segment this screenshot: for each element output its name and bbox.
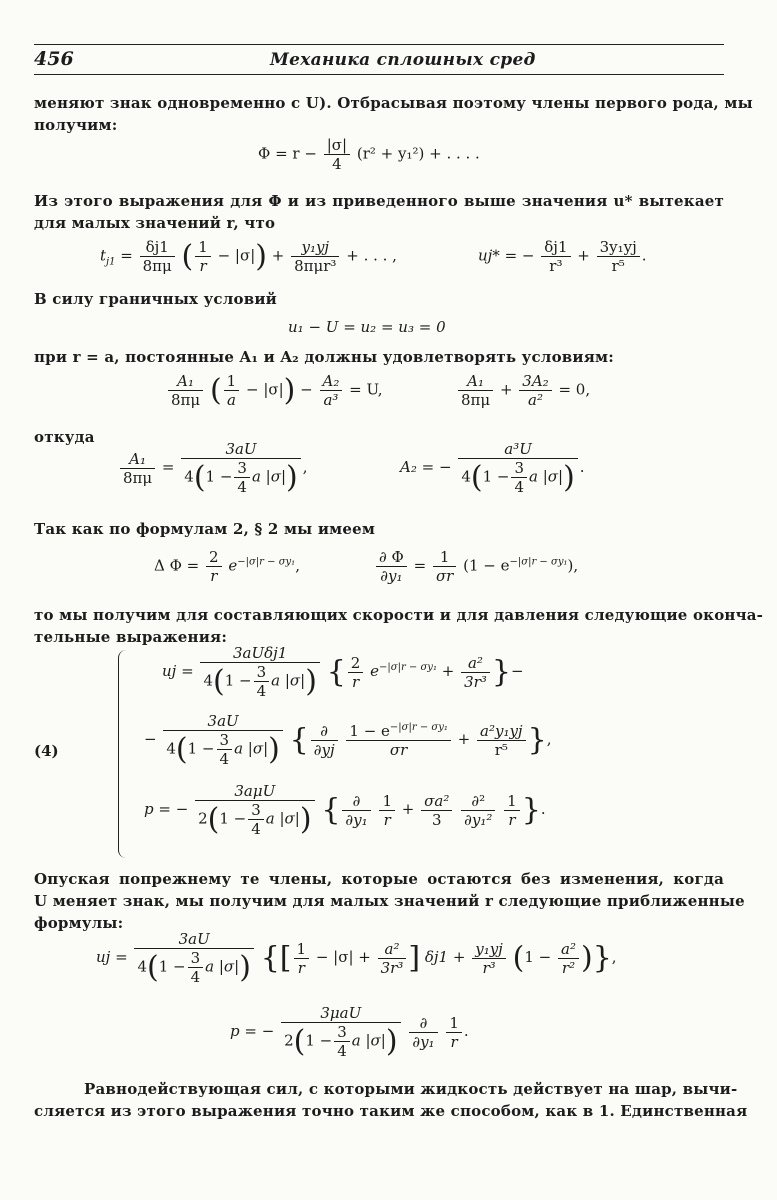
equation-dphi-dy1: $\frac{\partial \Phi}{\text{∂y₁}}$ = $\frac{1}{\sigma r}$ $(1 - e^{-|\sigma|r - \sigma y_1})$, (374, 548, 578, 585)
paragraph-5: откуда (34, 428, 95, 446)
system-brace (118, 650, 131, 858)
equation-p-exact: p = − 3aμU 2(1 − $\frac{3}{4}$ a |σ|) { $\frac{\partial}{\text{∂y₁}}$ $\frac{1}{r}$ + $\frac{\text{σa²}}{3}$ $\frac{\text{∂²}}{\text{∂y₁²}}$ $\frac{1}{r}$ }. (144, 782, 546, 838)
equation-t-j1: $t_{j1}$ = $\frac{\delta j1}{8\pi\mu}$ ( $\frac{1}{r}$ − |σ|) + $\frac{\text{y₁yj}}{\text{8πμr³}}$ + . . . , (100, 238, 397, 275)
header-top-rule (34, 44, 724, 45)
page-number: 456 (34, 48, 74, 70)
equation-condition-2: $\frac{\text{A₁}}{8\pi\mu}$ + $\frac{\text{3A₂}}{\text{a²}}$ = 0, (456, 372, 590, 409)
paragraph-1: меняют знак одновременно с U). Отбрасывая поэтому члены первого рода, мы получим: (34, 94, 753, 134)
equation-p-approx: p = − 3μaU 2(1 − $\frac{3}{4}$ a |σ|) $\frac{\partial}{\text{∂y₁}}$ $\frac{1}{r}$ . (230, 1004, 469, 1060)
equation-u-star: uj* = − $\frac{\delta j1}{\text{r³}}$ + $\frac{\text{3y₁yj}}{\text{r⁵}}$ . (478, 238, 647, 275)
equation-laplacian-phi: Δ Φ = $\frac{2}{r}$ $e^{-|\sigma|r - \sigma y_1}$, (154, 548, 300, 585)
equation-uj-approx: uj = 3aU 4(1 − $\frac{3}{4}$ a |σ|) {[ $\frac{1}{r}$ − |σ| + $\frac{\text{a²}}{\text{3r³}}$ ] δj1 + $\frac{\text{y₁yj}}{\text{r³}}$ (1 − $\frac{\text{a²}}{\text{r²}}$ )}, (96, 930, 617, 986)
equation-phi: Φ = r − $\frac{|\sigma|}{4}$ (r² + y₁²) + . . . . (258, 136, 480, 173)
equation-uj-line1: uj = 3aUδj1 4(1 − $\frac{3}{4}$ a |σ|) { $\frac{2}{r}$ $e^{-|\sigma|r - \sigma y_1}$ + $\frac{\text{a²}}{\text{3r³}}$ }− (162, 644, 524, 700)
paragraph-4: при r = a, постоянные A₁ и A₂ должны удовлетворять условиям: (34, 348, 614, 366)
paragraph-8: Опуская попрежнему те члены, которые остаются без изменения, когда U меняет знак, мы получим для малых значений r следующие приближенные формулы: (34, 870, 745, 932)
running-title: Механика сплошных сред (270, 50, 536, 70)
paragraph-2: Из этого выражения для Φ и из приведенного выше значения u* вытекает для малых значений r, что (34, 192, 724, 232)
equation-boundary: u₁ − U = u₂ = u₃ = 0 (288, 318, 446, 336)
paragraph-7: то мы получим для составляющих скорости и для давления следующие оконча- тельные выражения: (34, 606, 764, 646)
equation-a1-solution: $\frac{\text{A₁}}{8\pi\mu}$ = 3aU 4(1 − $\frac{3}{4}$ a |σ|) , (118, 440, 308, 496)
paragraph-9: Равнодействующая сил, с которыми жидкость действует на шар, вычи- сляется из этого выражения точно таким же способом, как в 1. Единственная (34, 1080, 748, 1120)
equation-uj-line2: − 3aU 4(1 − $\frac{3}{4}$ a |σ|) { $\frac{\partial}{\partial yj}$ $\frac{1 - e^{-|\sigma|r - \sigma y_1}}{\sigma r}$ + $\frac{\text{a²y₁yj}}{\text{r⁵}}$ }, (144, 712, 552, 768)
header-bottom-rule (34, 74, 724, 75)
paragraph-3: В силу граничных условий (34, 290, 278, 308)
paragraph-6: Так как по формулам 2, § 2 мы имеем (34, 520, 376, 538)
equation-condition-1: $\frac{\text{A₁}}{8\pi\mu}$ ( $\frac{1}{a}$ − |σ|) − $\frac{\text{A₂}}{\text{a³}}$ = U, (166, 372, 383, 409)
equation-number: (4) (34, 742, 59, 760)
equation-a2-solution: A₂ = − a³U 4(1 − $\frac{3}{4}$ a |σ|) . (400, 440, 585, 496)
